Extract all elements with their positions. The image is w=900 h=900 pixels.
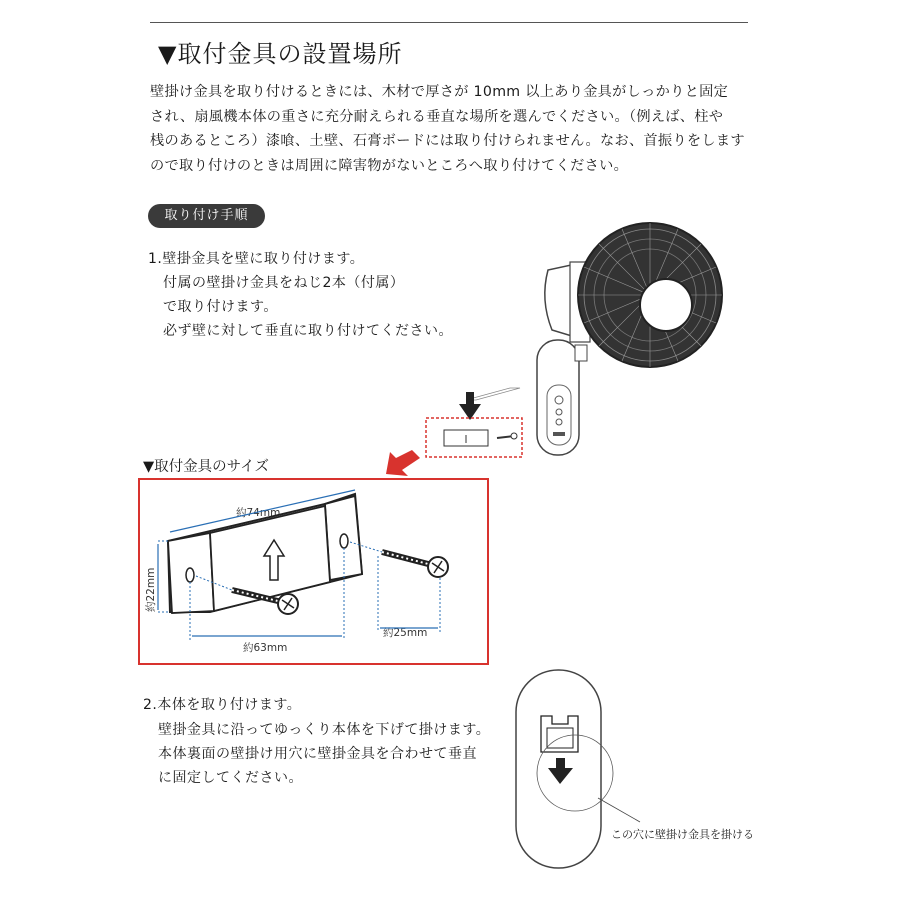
dim-height-label: 約22mm xyxy=(145,567,157,612)
fan-back-drawing xyxy=(516,670,640,868)
step1-line: 必ず壁に対して垂直に取り付けてください。 xyxy=(163,323,453,339)
step2-line: に固定してください。 xyxy=(158,770,303,786)
wall-fan-illustration xyxy=(459,223,722,455)
intro-line: ので取り付けのときは周囲に障害物がないところへ取り付けてください。 xyxy=(150,157,629,174)
dim-screw-label: 約25mm xyxy=(383,627,428,639)
procedure-badge: 取り付け手順 xyxy=(148,204,265,228)
step2-title: 2.本体を取り付けます。 xyxy=(143,697,302,713)
step1-line: 付属の壁掛け金具をねじ2本（付属） xyxy=(163,275,405,291)
red-pointer-arrow xyxy=(386,450,420,476)
step1-title: 1.壁掛金具を壁に取り付けます。 xyxy=(148,251,365,267)
page-title: ▼取付金具の設置場所 xyxy=(158,40,403,68)
size-heading: ▼取付金具のサイズ xyxy=(143,459,269,475)
intro-line: 壁掛け金具を取り付けるときには、木材で厚さが 10mm 以上あり金具がしっかりと固定 xyxy=(150,84,729,100)
bracket-drawing xyxy=(158,490,448,640)
dim-pitch-label: 約63mm xyxy=(243,642,288,654)
bracket-preview xyxy=(444,430,517,446)
dim-width-label: 約74mm xyxy=(236,507,281,519)
step2-line: 本体裏面の壁掛け用穴に壁掛金具を合わせて垂直 xyxy=(158,746,477,762)
step1-line: で取り付けます。 xyxy=(163,299,278,315)
intro-line: 桟のあるところ）漆喰、土壁、石膏ボードには取り付けられません。なお、首振りをします xyxy=(150,133,745,149)
step2-line: 壁掛金具に沿ってゆっくり本体を下げて掛けます。 xyxy=(158,722,491,738)
screw-right xyxy=(382,552,448,577)
hole-callout-label: この穴に壁掛け金具を掛ける xyxy=(611,828,754,841)
intro-line: され、扇風機本体の重さに充分耐えられる垂直な場所を選んでください。（例えば、柱や xyxy=(150,108,724,125)
